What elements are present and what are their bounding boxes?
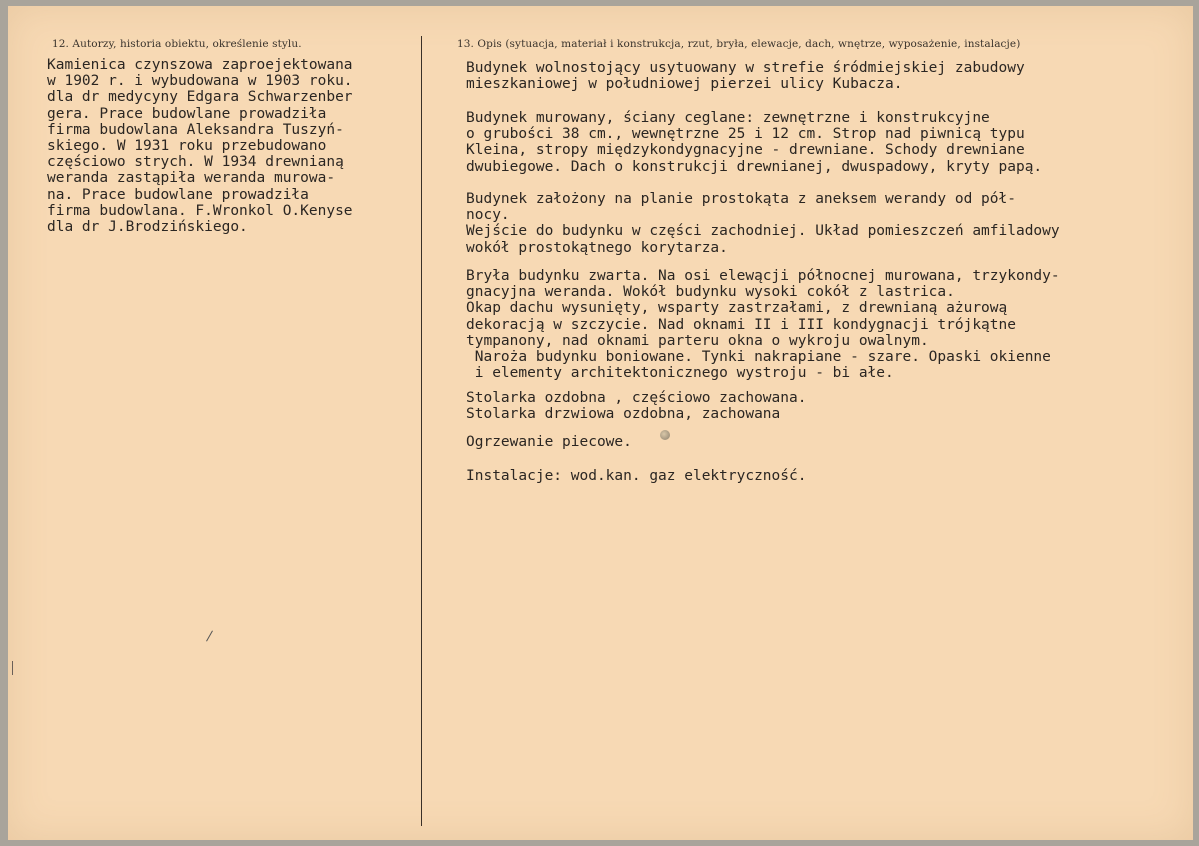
edge-mark <box>12 661 13 675</box>
history-text: Kamienica czynszowa zaproejektowana w 1902 r. i wybudowana w 1903 roku. dla dr medycyny Edgara Schwarzenber gera. Prace budowlane prowadziła firma budowlana Aleksandra Tuszyń- skiego. W 1931 roku przebudowano częściowo strych. W 1934 drewnianą weranda zastąpiła weranda murowa- na. Prace budowlane prowadziła firma budowlana. F.Wronkol O.Kenyse dla dr J.Brodzińskiego. <box>47 57 353 236</box>
description-heating: Ogrzewanie piecowe. <box>466 434 632 450</box>
section-12-header: 12. Autorzy, historia obiektu, określenie stylu. <box>52 38 302 50</box>
description-plan: Budynek założony na planie prostokąta z aneksem werandy od pół- nocy. Wejście do budynku w części zachodniej. Układ pomieszczeń amfiladowy wokół prostokątnego korytarza. <box>466 191 1060 256</box>
pencil-mark <box>206 631 213 642</box>
section-13-header: 13. Opis (sytuacja, materiał i konstrukcja, rzut, bryła, elewacje, dach, wnętrze, wyposażenie, instalacje) <box>457 38 1021 50</box>
description-elevations: Bryła budynku zwarta. Na osi elewącji północnej murowana, trzykondy- gnacyjna weranda. Wokół budynku wysoki cokół z lastrica. Okap dachu wysunięty, wsparty zastrzałami, z drewnianą ażurową dekoracją w szczycie. Nad oknami II i III kondygnacji trójkątne tympanony, nad oknami parteru okna o wykroju owalnym. Naroża budynku boniowane. Tynki nakrapiane - szare. Opaski okienne i elementy architektonicznego wystroju - bi ałe. <box>466 268 1060 382</box>
record-card <box>8 6 1193 840</box>
description-location: Budynek wolnostojący usytuowany w strefie śródmiejskiej zabudowy mieszkaniowej w południowej pierzei ulicy Kubacza. <box>466 60 1025 93</box>
column-divider <box>421 36 422 826</box>
paper-stain <box>660 430 670 440</box>
description-installations: Instalacje: wod.kan. gaz elektryczność. <box>466 468 807 484</box>
description-construction: Budynek murowany, ściany ceglane: zewnętrzne i konstrukcyjne o grubości 38 cm., wewnętrzne 25 i 12 cm. Strop nad piwnicą typu Kleina, stropy międzykondygnacyjne - drewniane. Schody drewniane dwubiegowe. Dach o konstrukcji drewnianej, dwuspadowy, kryty papą. <box>466 110 1043 175</box>
description-joinery: Stolarka ozdobna , częściowo zachowana. Stolarka drzwiowa ozdobna, zachowana <box>466 390 807 423</box>
